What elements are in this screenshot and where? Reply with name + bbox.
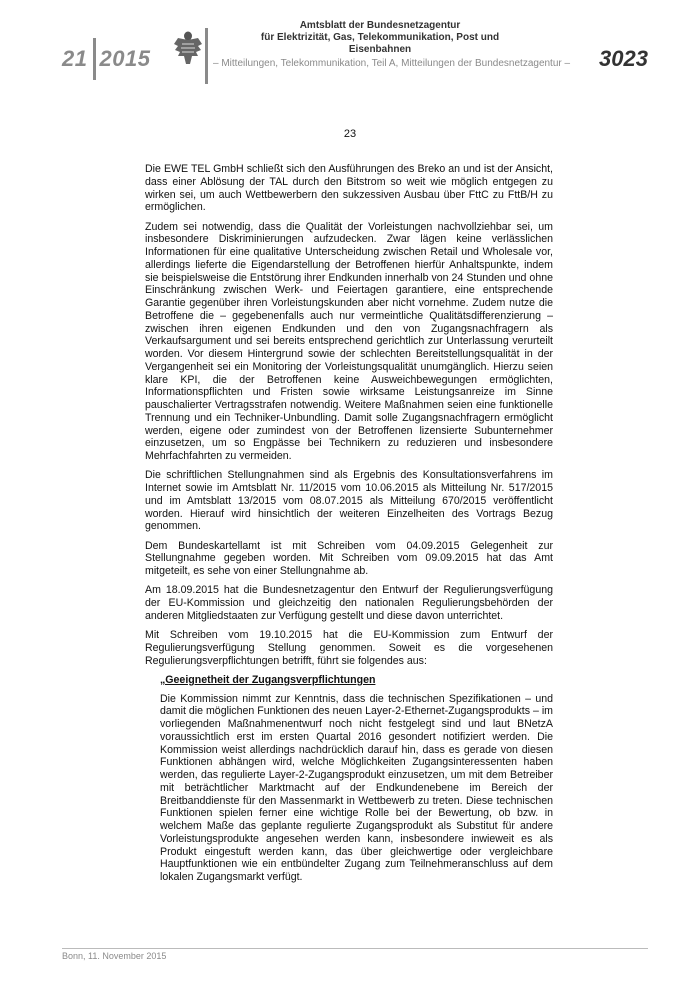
- quote-heading: „Geeignetheit der Zugangsverpflichtungen: [160, 673, 376, 686]
- paragraph-cartel-office: Dem Bundeskartellamt ist mit Schreiben vom 04.09.2015 Gelegenheit zur Stellungnahme gegeben worden. Mit Schreiben vom 09.09.2015 hat das Amt mitgeteilt, es sehe von einer Stellungnahme ab.: [145, 539, 553, 577]
- paragraph-eu-response: Mit Schreiben vom 19.10.2015 hat die EU-Kommission zum Entwurf der Regulierungsverfügung Stellung genommen. Soweit es die vorgesehenen Regulierungsverpflichtungen betrifft, führt sie folgendes aus:: [145, 629, 553, 667]
- quoted-section: [160, 674, 553, 884]
- paragraph-statements: Die schriftlichen Stellungnahmen sind als Ergebnis des Konsultationsverfahrens im Internet sowie im Amtsblatt Nr. 11/2015 vom 10.06.2015 als Mitteilung Nr. 517/2015 und im Amtsblatt 13/2015 vom 08.07.2015 als Mitteilung 670/2015 veröffentlicht worden. Hierauf wird hinsichtlich der weiteren Einzelheiten des Vortrags Bezug genommen.: [145, 469, 553, 533]
- paragraph-quality: Zudem sei notwendig, dass die Qualität der Vorleistungen nachvollziehbar sei, um insbesondere Diskriminierungen aufzudecken. Zwar lägen keine verlässlichen Informationen für eine qualitative Unterscheidung zwischen Retail und Wholesale vor, allerdings lieferte die Eigendarstellung der Betroffenen hierfür Anhaltspunkte, indem sie beispielsweise die Entstörung ihrer Endkunden innerhalb von 24 Stunden und ohne Einschränkung zwischen Werk- und Feiertagen garantiere, eine entsprechende Garantie gegenüber ihren Vorleistungskunden aber nicht vornehme. Zudem nutze die Betroffene die – gegebenenfalls auch nur vermeintliche Qualitätsdifferenzierung – zwischen ihren eigenen Endkunden und den von Zugangsnachfragern als Verkaufsargument und sei bereits entsprechend gerichtlich zur Unterlassung verurteilt worden. Vor diesem Hintergrund sowie der schlechten Bereitstellungsqualität in der Vergangenheit sei ein Monitoring der Vorleistungsqualität unumgänglich. Hierzu seien klare KPI, die der Betroffenen keine Ausweichbewegungen ermöglichten, Informationspflichten und Fristen sowie wirksame Leistungsanreize im Sinne pauschalierter Vertragsstrafen notwendig. Weitere Maßnahmen seien eine funktionelle Trennung und ein Techniker-Unbundling. Damit solle Zugangsnachfragern ermöglicht werden, eigene oder zumindest von der Betroffenen lizensierte Subunternehmer einzusetzen, um so Engpässe bei Technikern zu reduzieren und insbesondere Mehrfachfahrten zu vermeiden.: [145, 220, 553, 462]
- publication-title-line2: für Elektrizität, Gas, Telekommunikation, Post und Eisenbahnen: [260, 32, 500, 55]
- paragraph-eu-draft: Am 18.09.2015 hat die Bundesnetzagentur den Entwurf der Regulierungsverfügung der EU-Kommission und gleichzeitig den nationalen Regulierungsbehörden der anderen Mitgliedstaaten zur Verfügung gestellt und diese davon unterrichtet.: [145, 584, 553, 622]
- internal-page-number: 23: [343, 128, 357, 140]
- publication-subtitle: – Mitteilungen, Telekommunikation, Teil A, Mitteilungen der Bundesnetzagentur –: [213, 58, 571, 69]
- footer-divider: [62, 948, 648, 949]
- issue-label: [62, 46, 150, 72]
- issue-number: 21: [62, 46, 88, 71]
- paragraph-ewe-tel: Die EWE TEL GmbH schließt sich den Ausführungen des Breko an und ist der Ansicht, dass einer Ablösung der TAL durch den Bitstrom so weit wie möglich entgegen zu wirken sei, um auch Wettbewerbern den sukzessiven Ausbau über FttC zu FttB/H zu ermöglichen.: [145, 163, 553, 214]
- header-divider: [205, 28, 208, 84]
- federal-eagle-icon: [172, 28, 204, 68]
- issue-year: 2015: [99, 46, 151, 71]
- publication-title: [230, 20, 530, 56]
- publication-title-line1: Amtsblatt der Bundesnetzagentur: [299, 20, 461, 31]
- document-body: [145, 163, 553, 884]
- quote-text: Die Kommission nimmt zur Kenntnis, dass die technischen Spezifikationen – und damit die möglichen Funktionen des neuen Layer-2-Ethernet-Zugangsprodukts – im vorliegenden Maßnahmenentwurf noch nicht festgelegt sind und laut BNetzA voraussichtlich erst im ersten Quartal 2016 gesondert notifiziert werden. Die Kommission weist allerdings nachdrücklich darauf hin, dass es gerade von diesen Funktionen abhängen wird, welche Möglichkeiten Zugangsinteressenten haben werden, das regulierte Layer-2-Zugangsprodukt einzusetzen, um mit dem Betreiber mit beträchtlicher Marktmacht auf der Endkundenebene im Bereich der Breitbanddienste für den Massenmarkt in Wettbewerb zu treten. Diese technischen Funktionen spielen ferner eine wichtige Rolle bei der Bewertung, ob bzw. in welchem Maße das geplante regulierte Zugangsprodukt als Substitut für andere Vorleistungsprodukte angesehen werden kann, insbesondere inwieweit es als Produkt eingestuft werden kann, das über gleichwertige oder vergleichbare Hauptfunktionen wie ein entbündelter Zugang zum Teilnehmeranschluss auf dem lokalen Zugangsmarkt verfügt.: [160, 692, 553, 883]
- issue-separator: [93, 38, 96, 80]
- page-number: 3023: [599, 46, 648, 71]
- footer-date: Bonn, 11. November 2015: [62, 951, 167, 961]
